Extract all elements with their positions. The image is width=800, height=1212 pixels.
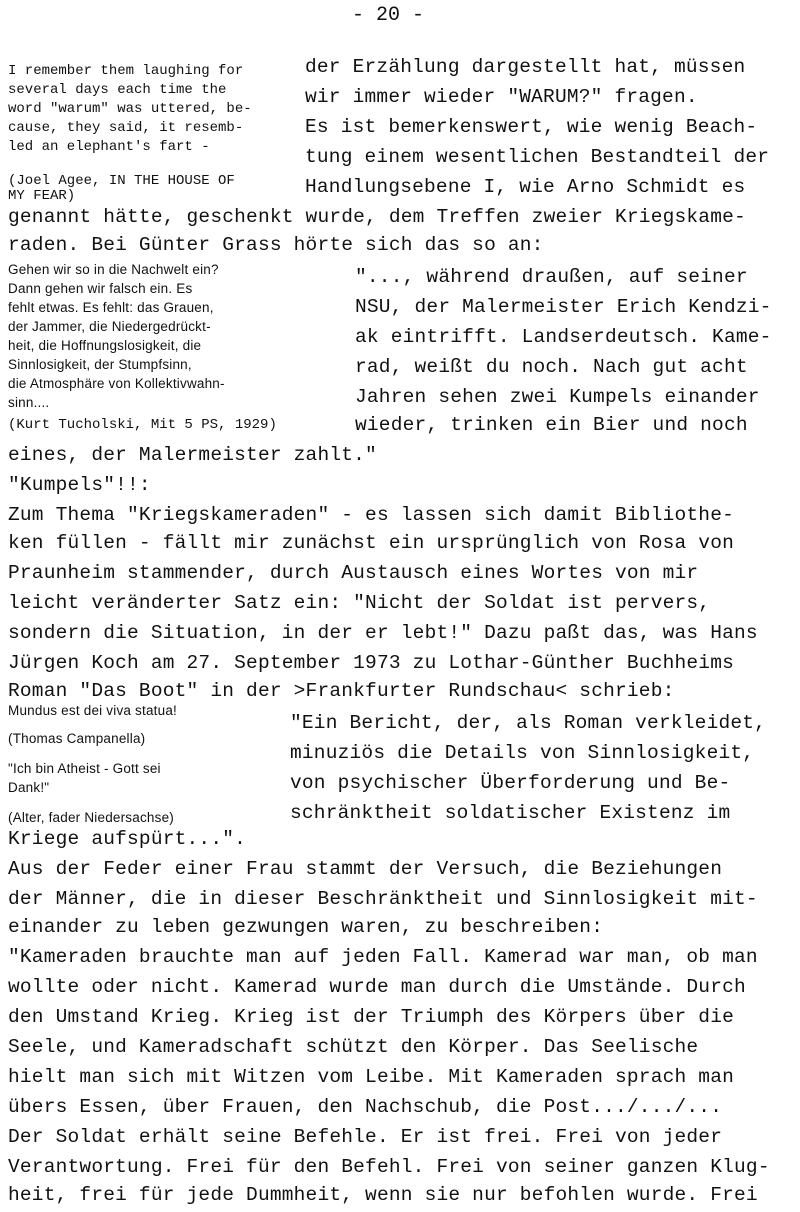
note-line: I remember them laughing for (8, 63, 244, 79)
text-line: Kriege aufspürt...". (8, 828, 247, 850)
text-line: tung einem wesentlichen Bestandteil der (305, 146, 770, 168)
text-line: eines, der Malermeister zahlt." (8, 444, 377, 466)
note-line: cause, they said, it resemb- (8, 120, 244, 136)
note-line: die Atmosphäre von Kollektivwahn- (8, 376, 225, 391)
note-source: (Joel Agee, IN THE HOUSE OF (8, 173, 235, 189)
note-source: MY FEAR) (8, 188, 76, 204)
text-line: Praunheim stammender, durch Austausch eines Wortes von mir (8, 562, 699, 584)
text-line: Roman "Das Boot" in der >Frankfurter Rundschau< schrieb: (8, 680, 675, 702)
text-line: einander zu leben gezwungen waren, zu beschreiben: (8, 916, 604, 938)
text-line: heit, frei für jede Dummheit, wenn sie nur befohlen wurde. Frei (8, 1184, 758, 1206)
note-line: Dann gehen wir falsch ein. Es (8, 281, 193, 296)
text-line: Der Soldat erhält seine Befehle. Er ist frei. Frei von jeder (8, 1126, 723, 1148)
text-line: der Erzählung dargestellt hat, müssen (305, 56, 746, 78)
text-line: Jürgen Koch am 27. September 1973 zu Lothar-Günther Buchheims (8, 652, 735, 674)
text-line: "..., während draußen, auf seiner (355, 266, 748, 288)
text-line: minuziös die Details von Sinnlosigkeit, (290, 742, 755, 764)
note-line: word "warum" was uttered, be- (8, 101, 252, 117)
text-line: "Kameraden brauchte man auf jeden Fall. Kamerad war man, ob man (8, 946, 758, 968)
text-line: ken füllen - fällt mir zunächst ein ursprünglich von Rosa von (8, 532, 735, 554)
text-line: raden. Bei Günter Grass hörte sich das so an: (8, 234, 544, 256)
text-line: Seele, und Kameradschaft schützt den Körper. Das Seelische (8, 1036, 699, 1058)
note-line: several days each time the (8, 82, 227, 98)
text-line: rad, weißt du noch. Nach gut acht (355, 356, 748, 378)
text-line: leicht veränderter Satz ein: "Nicht der Soldat ist pervers, (8, 592, 711, 614)
note-line: Mundus est dei viva statua! (8, 703, 177, 718)
note-line: Sinnlosigkeit, der Stumpfsinn, (8, 357, 192, 372)
text-line: NSU, der Malermeister Erich Kendzi- (355, 296, 772, 318)
text-line: ak eintrifft. Landserdeutsch. Kame- (355, 326, 772, 348)
text-line: genannt hätte, geschenkt wurde, dem Treffen zweier Kriegskame- (8, 206, 746, 228)
text-line: "Ein Bericht, der, als Roman verkleidet, (290, 712, 767, 734)
note-line: Gehen wir so in die Nachwelt ein? (8, 262, 219, 277)
text-line: Verantwortung. Frei für den Befehl. Frei von seiner ganzen Klug- (8, 1156, 770, 1178)
text-line: "Kumpels"!!: (8, 474, 151, 496)
page-number: - 20 - (352, 4, 425, 27)
text-line: wieder, trinken ein Bier und noch (355, 414, 748, 436)
text-line: von psychischer Überforderung und Be- (290, 772, 731, 794)
note-line: fehlt etwas. Es fehlt: das Grauen, (8, 300, 214, 315)
text-line: Aus der Feder einer Frau stammt der Versuch, die Beziehungen (8, 858, 723, 880)
note-line: "Ich bin Atheist - Gott sei (8, 761, 161, 776)
text-line: Es ist bemerkenswert, wie wenig Beach- (305, 116, 758, 138)
text-line: wir immer wieder "WARUM?" fragen. (305, 86, 698, 108)
note-line: led an elephant's fart - (8, 139, 210, 155)
text-line: schränktheit soldatischer Existenz im (290, 802, 731, 824)
text-line: sondern die Situation, in der er lebt!" Dazu paßt das, was Hans (8, 622, 758, 644)
text-line: der Männer, die in dieser Beschränktheit und Sinnlosigkeit mit- (8, 888, 758, 910)
note-source: (Kurt Tucholski, Mit 5 PS, 1929) (8, 417, 277, 433)
text-line: hielt man sich mit Witzen vom Leibe. Mit Kameraden sprach man (8, 1066, 735, 1088)
note-line: Dank!" (8, 780, 50, 795)
text-line: Jahren sehen zwei Kumpels einander (355, 386, 760, 408)
text-line: Handlungsebene I, wie Arno Schmidt es (305, 176, 746, 198)
note-line: der Jammer, die Niedergedrückt- (8, 319, 211, 334)
note-line: heit, die Hoffnungslosigkeit, die (8, 338, 202, 353)
text-line: Zum Thema "Kriegskameraden" - es lassen sich damit Bibliothe- (8, 504, 735, 526)
text-line: den Umstand Krieg. Krieg ist der Triumph des Körpers über die (8, 1006, 735, 1028)
note-source: (Thomas Campanella) (8, 731, 146, 746)
note-line: sinn.... (8, 395, 50, 410)
text-line: wollte oder nicht. Kamerad wurde man durch die Umstände. Durch (8, 976, 746, 998)
note-source: (Alter, fader Niedersachse) (8, 810, 174, 825)
text-line: übers Essen, über Frauen, den Nachschub, die Post.../.../... (8, 1096, 723, 1118)
